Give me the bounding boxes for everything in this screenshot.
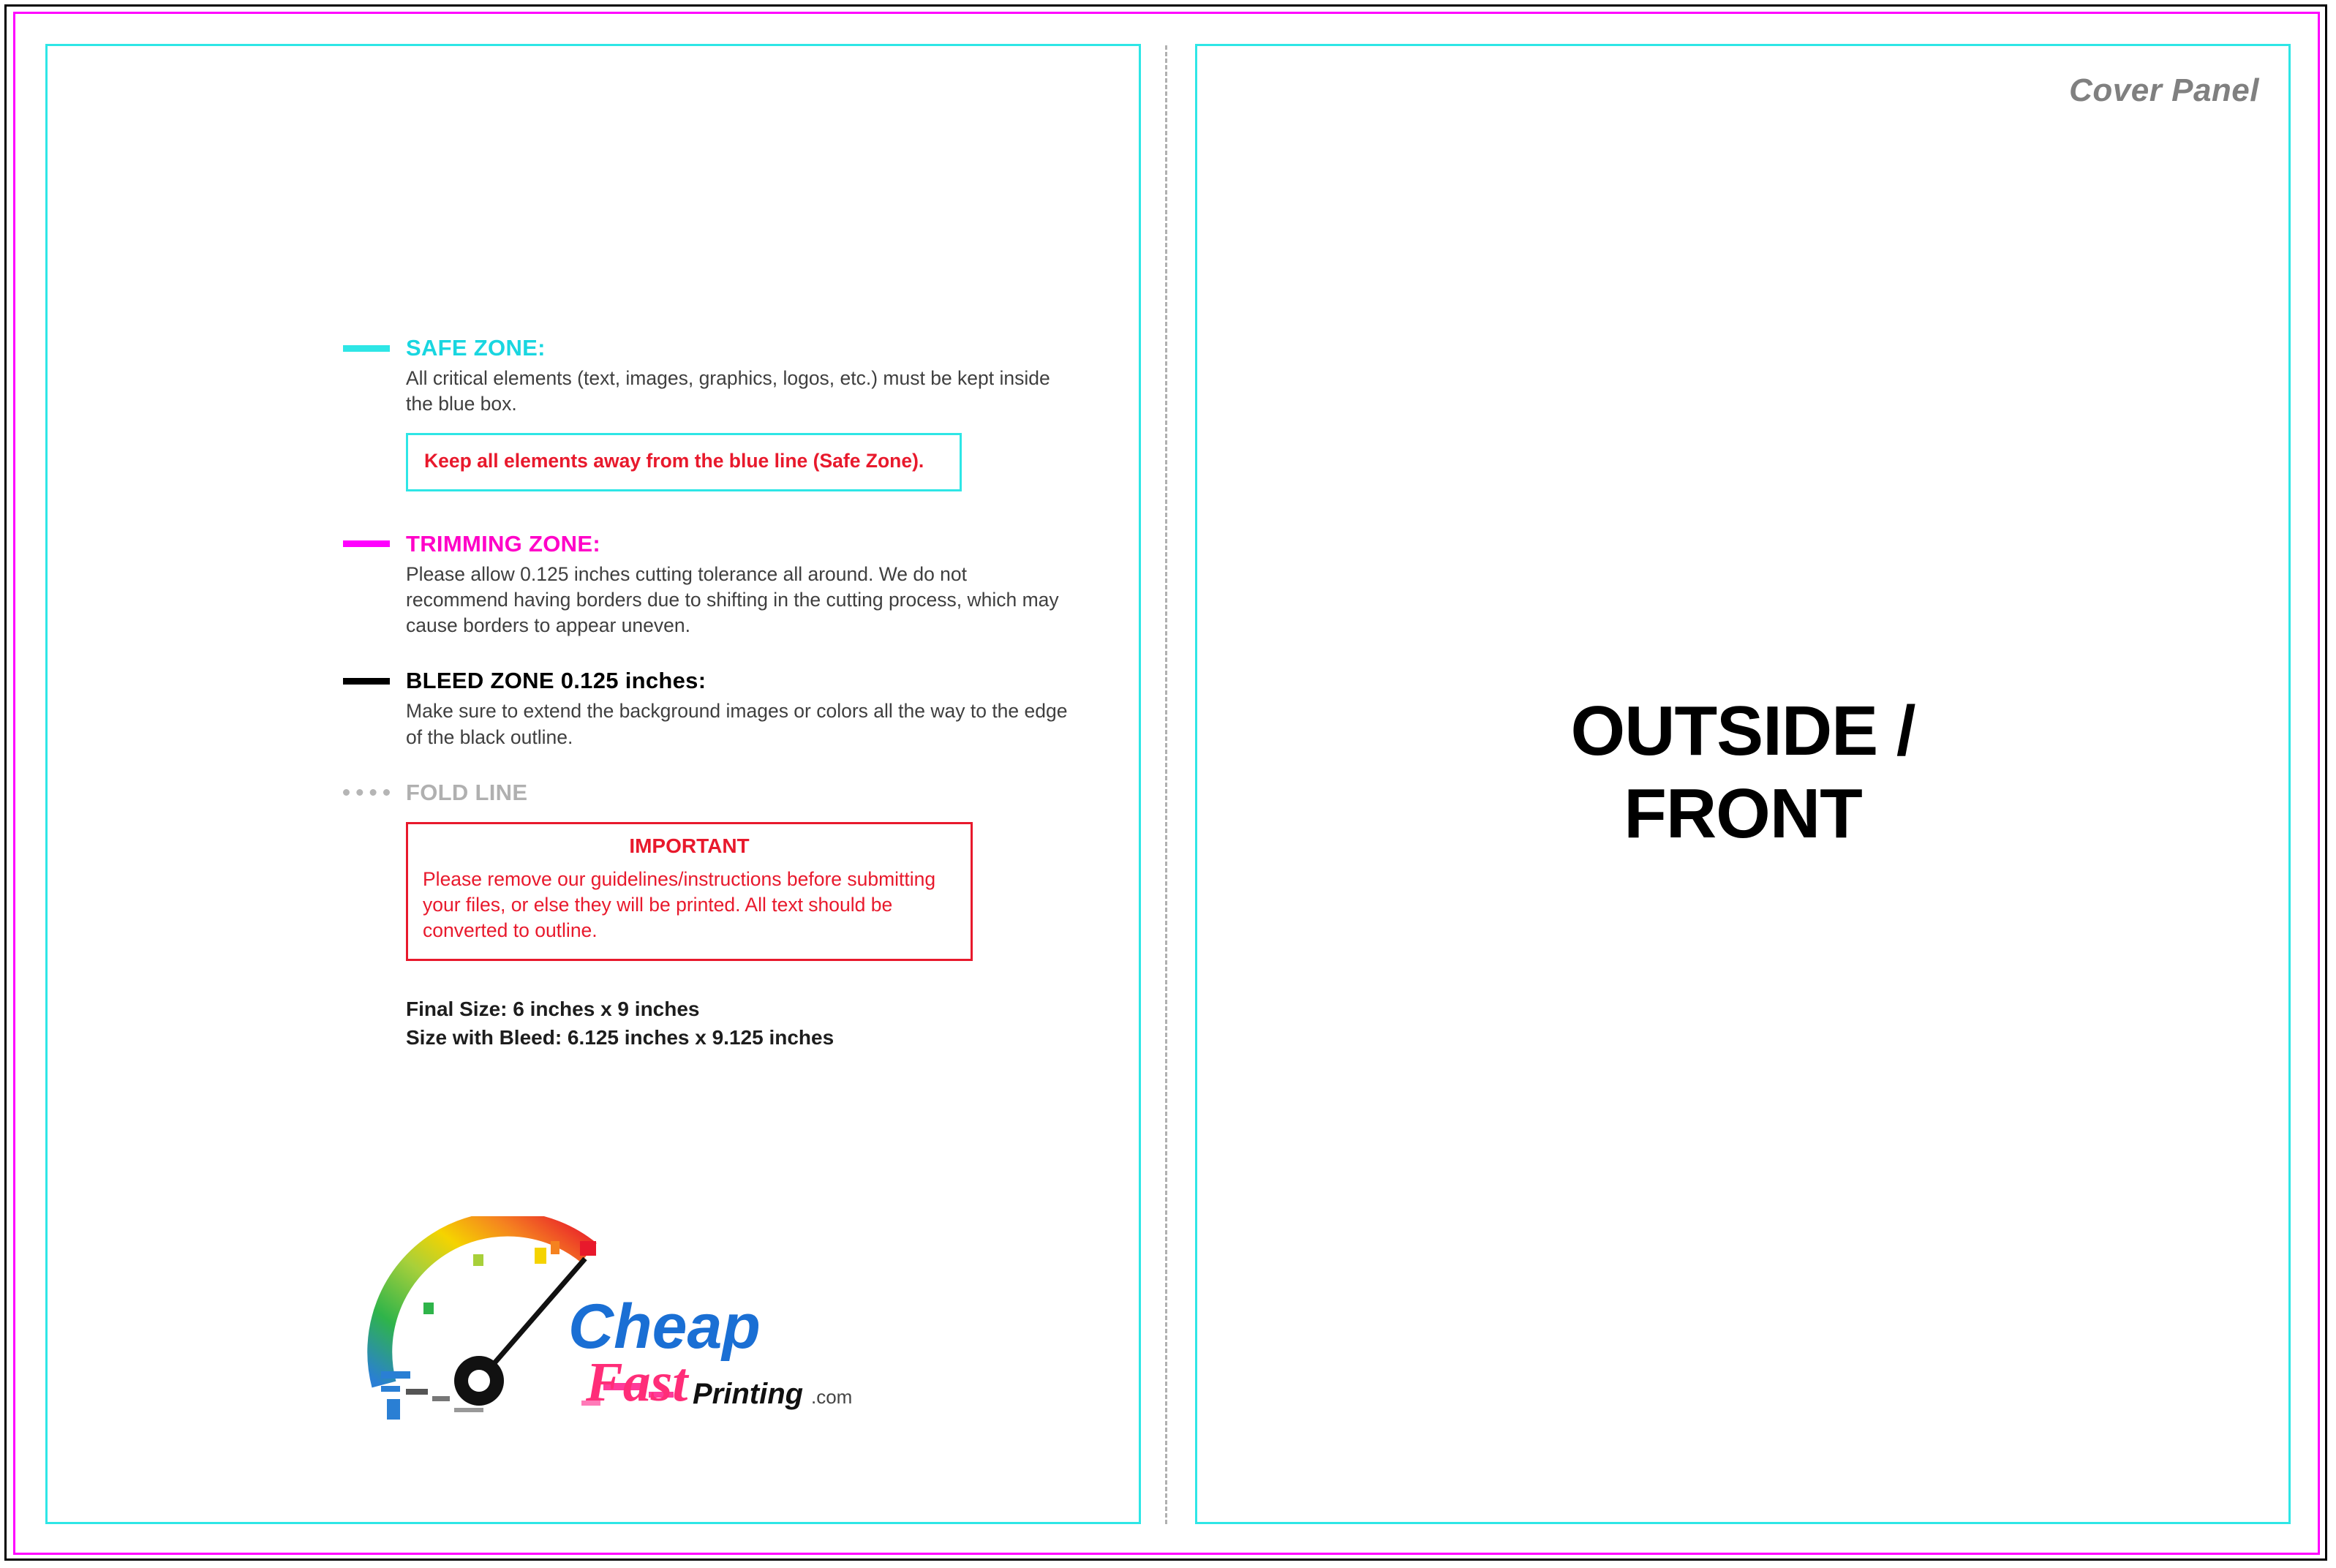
logo-word-fast: Fast xyxy=(586,1352,688,1413)
bleed-zone-color-swatch-icon xyxy=(343,678,390,685)
section-safe-zone-body: All critical elements (text, images, graphics, logos, etc.) must be kept inside the blue box. xyxy=(406,367,1050,415)
logo-word-dotcom: .com xyxy=(811,1386,853,1408)
cheapfastprinting-logo-icon xyxy=(362,1216,874,1436)
fold-line-color-swatch-icon xyxy=(343,789,390,796)
section-bleed-zone-title: BLEED ZONE 0.125 inches: xyxy=(406,668,707,694)
section-trimming-zone-body: Please allow 0.125 inches cutting tolerance all around. We do not recommend having borders due to shifting in the cutting process, which may cause borders to appear uneven. xyxy=(406,562,1059,637)
safe-zone-color-swatch-icon xyxy=(343,345,390,352)
logo-word-cheap: Cheap xyxy=(568,1292,761,1362)
section-trimming-zone xyxy=(343,531,1074,639)
fold-line-divider xyxy=(1165,45,1167,1524)
spacer-2 xyxy=(343,638,1074,668)
section-trimming-zone-heading xyxy=(343,531,1074,557)
section-fold-line-heading xyxy=(343,780,1074,806)
section-bleed-zone-body: Make sure to extend the background images or colors all the way to the edge of the black outline. xyxy=(406,700,1068,748)
logo-word-printing: Printing xyxy=(693,1378,804,1410)
section-trimming-zone-title: TRIMMING ZONE: xyxy=(406,530,600,557)
spacer-1 xyxy=(343,491,1074,531)
important-callout-box xyxy=(406,822,973,961)
section-fold-line xyxy=(343,780,1074,806)
company-logo xyxy=(362,1216,874,1436)
left-panel-safe-zone xyxy=(45,44,1141,1524)
bleed-size-text: Size with Bleed: 6.125 inches x 9.125 inches xyxy=(406,1026,834,1049)
section-safe-zone-heading xyxy=(343,335,1074,361)
section-bleed-zone xyxy=(343,668,1074,750)
important-title: IMPORTANT xyxy=(629,834,750,857)
section-bleed-zone-heading xyxy=(343,668,1074,694)
right-panel-cover xyxy=(1195,44,2291,1524)
section-safe-zone xyxy=(343,335,1074,491)
section-safe-zone-title: SAFE ZONE: xyxy=(406,335,546,361)
important-body: Please remove our guidelines/instructions before submitting your files, or else they will be printed. All text should be converted to outline. xyxy=(423,867,936,942)
trim-zone-color-swatch-icon xyxy=(343,540,390,547)
final-size-text: Final Size: 6 inches x 9 inches xyxy=(406,997,700,1020)
front-panel-title-line-1: OUTSIDE / xyxy=(1570,692,1915,770)
front-panel-title xyxy=(1197,690,2288,856)
section-fold-line-title: FOLD LINE xyxy=(406,779,528,805)
front-panel-title-line-2: FRONT xyxy=(1624,774,1862,853)
size-specifications xyxy=(406,995,1074,1053)
cover-panel-label: Cover Panel xyxy=(2069,72,2259,108)
instructions-block xyxy=(343,335,1074,1052)
spacer-3 xyxy=(343,750,1074,780)
safe-zone-callout-box: Keep all elements away from the blue line (Safe Zone). xyxy=(406,433,962,491)
